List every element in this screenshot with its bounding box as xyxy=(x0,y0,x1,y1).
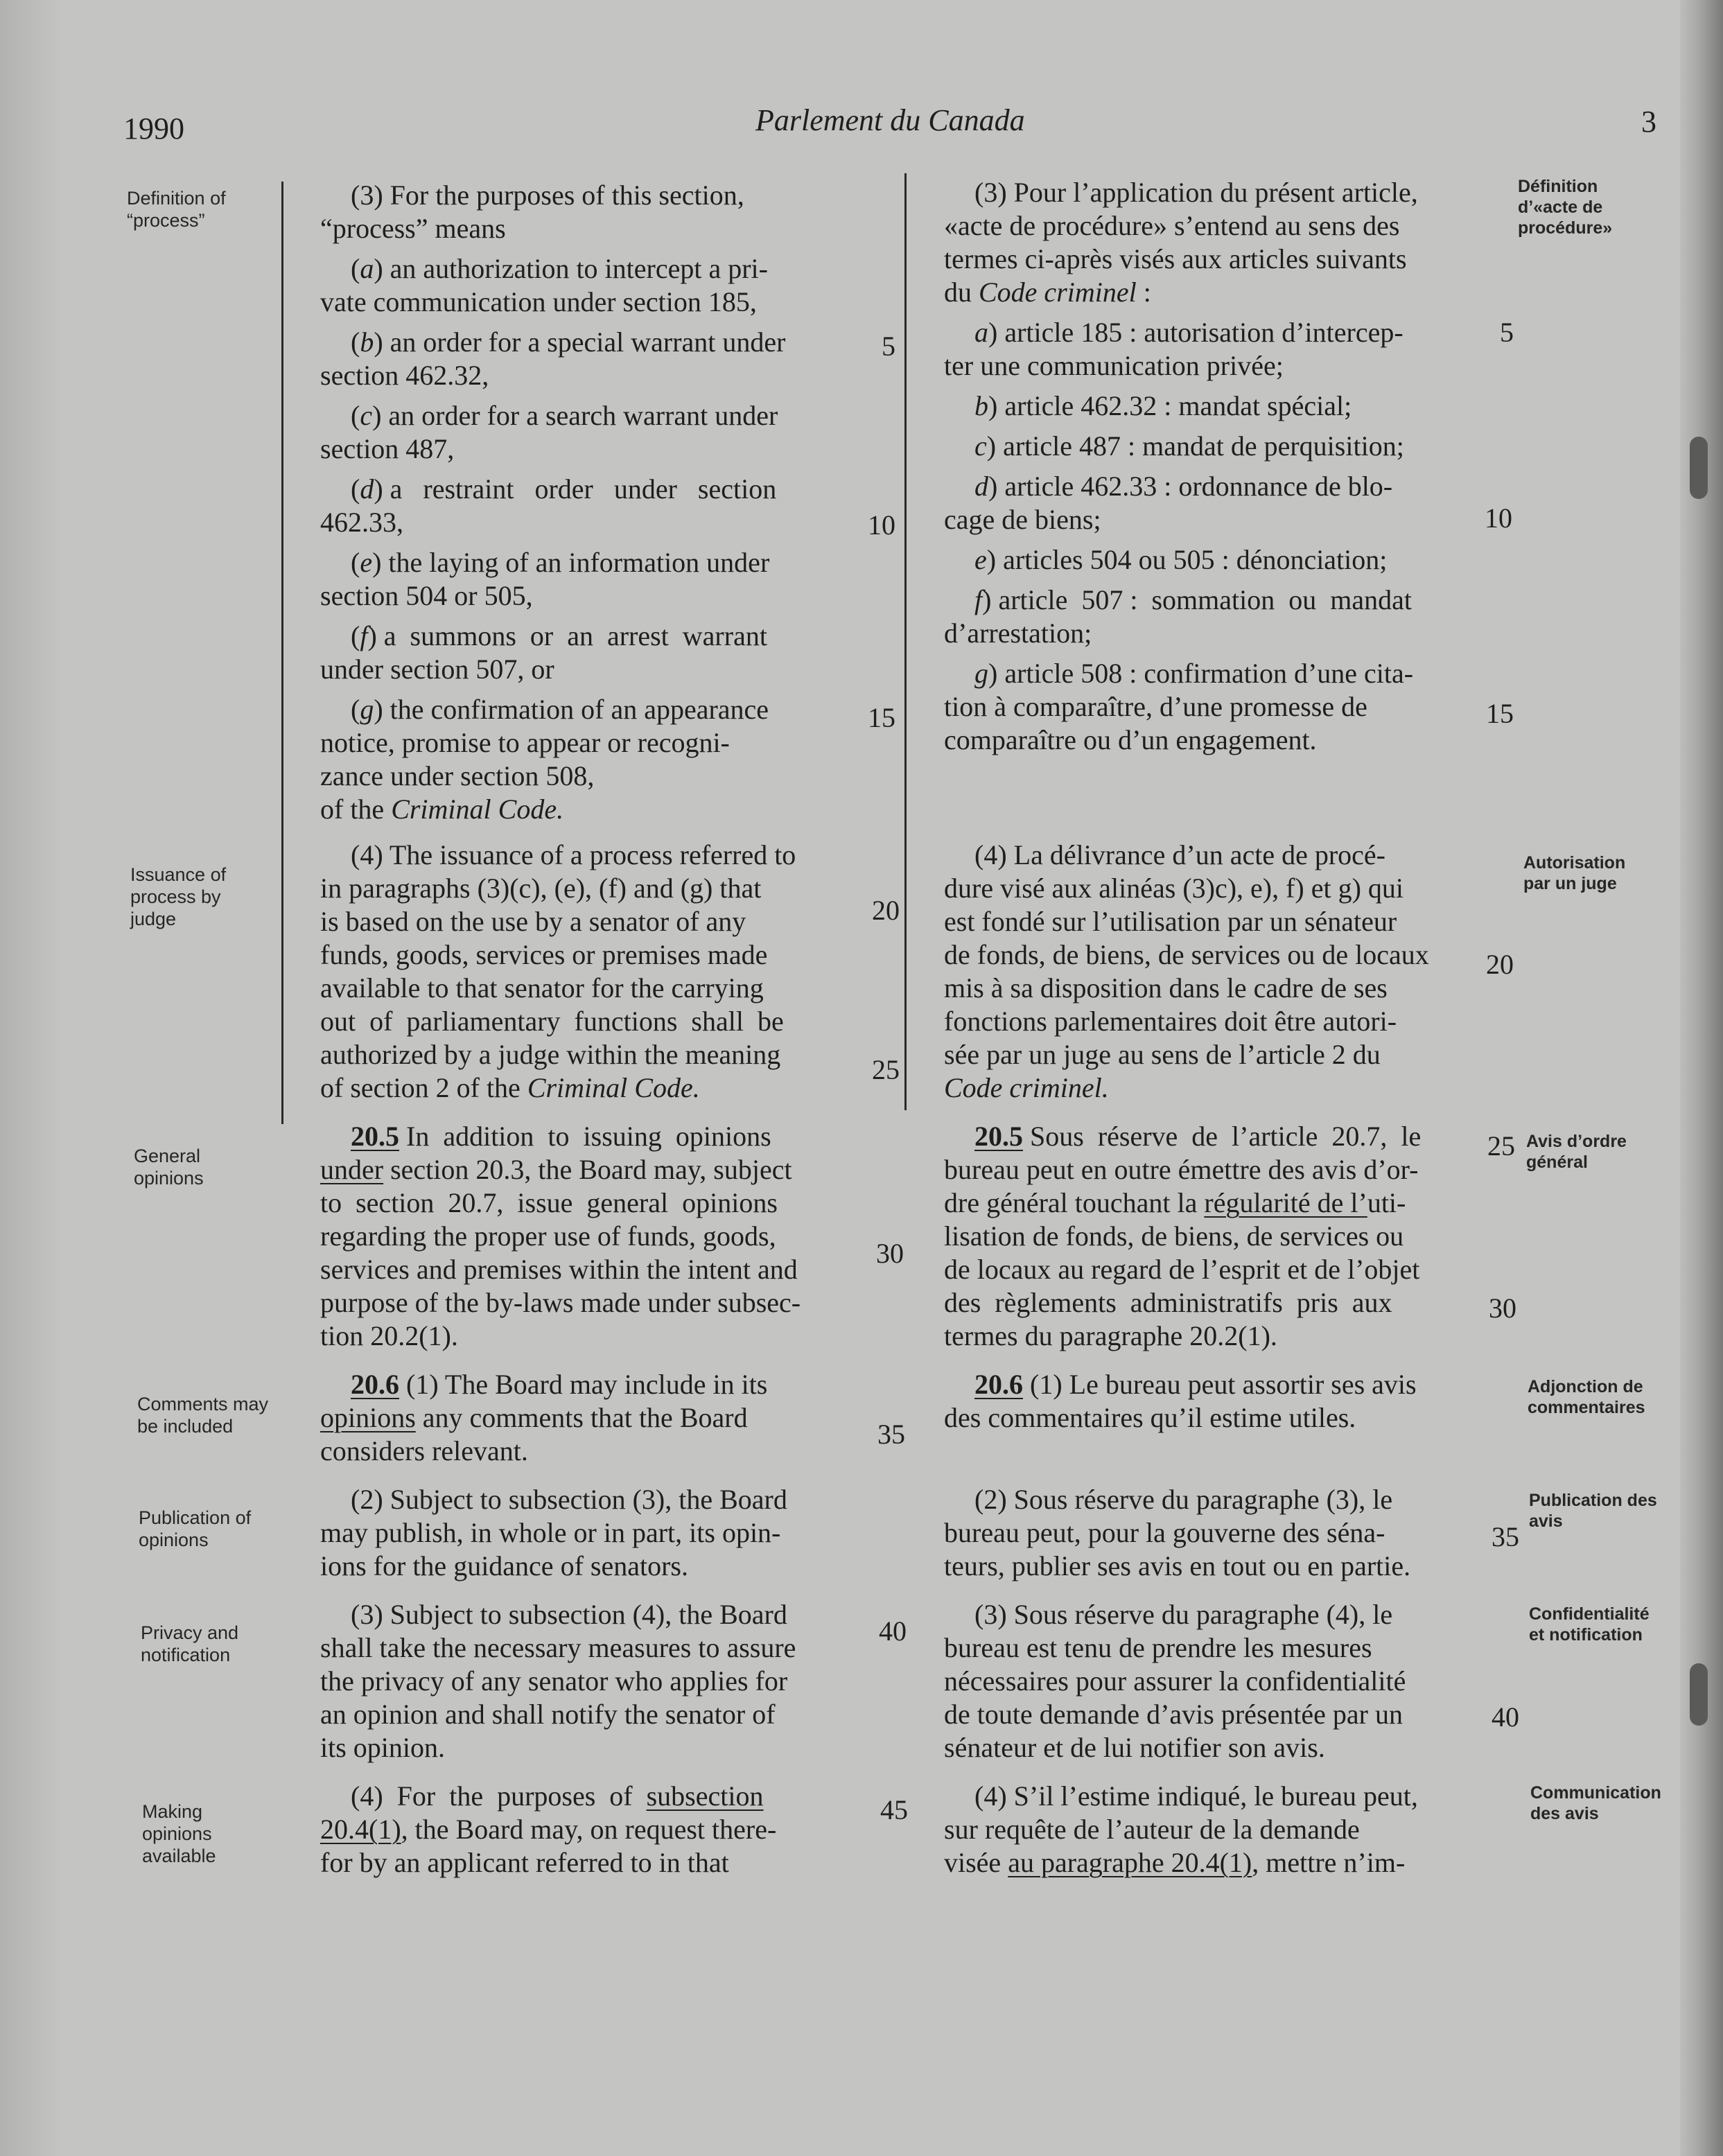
fr-line-number-25: 25 xyxy=(1487,1130,1515,1162)
margin-note-confidentialite: Confidentialité et notification xyxy=(1529,1604,1650,1645)
page-binding-shadow xyxy=(0,0,62,2156)
en-line-number-40: 40 xyxy=(879,1615,907,1647)
english-column: (3) For the purposes of this section, “process” means (a) an authorization to intercept a pri- vate communication under section 185, (b) an order for a special warrant under section 462.32, (c) an order for a search warrant under section 487, (d) a restraint order under section 462.33, (e) the laying of an information under section 504 or 505, (f) a summons or an arrest warrant under section 507, or (g) the confirmation of an appearance notice, promise to appear or recogni- zance under section 508, of the Criminal Code. (4) The issuance of a process referred to in paragraphs (3)(c), (e), (f) and (g) that is based on the use by a senator of any funds, goods, services or premises made available to that senator for the carrying out of parliamentary functions shall be authorized by a judge within the meaning of section 2 of the Criminal Code. 20.5 In addition to issuing opinions under section 20.3, the Board may, subject to section 20.7, issue general opinions regarding the proper use of funds, goods, services and premises within the intent and purpose of the by-laws made under subsec- tion 20.2(1). 20.6 (1) The Board may include in its opinions any comments that the Board considers relevant. (2) Subject to subsection (3), the Board may publish, in whole or in part, its opin- ions for the guidance of senators. (3) Subject to subsection (4), the Board shall take the necessary measures to assure the privacy of any senator who applies for an opinion and shall notify the senator of its opinion. (4) For the purposes of subsection 20.4(1), the Board may, on request there- for by an applicant referred to in that xyxy=(320,179,801,1878)
en-line-number-5: 5 xyxy=(882,331,895,362)
header-page-number: 3 xyxy=(1641,105,1656,139)
en-line-number-45: 45 xyxy=(880,1794,908,1825)
french-column: (3) Pour l’application du présent article, «acte de procédure» s’entend au sens des termes ci-après visés aux articles suivants du Code criminel : a) article 185 : autorisation d’intercep- ter une communication privée; b) article 462.32 : mandat spécial; c) article 487 : mandat de perquisition; d) article 462.33 : ordonnance de blo- cage de biens; e) articles 504 ou 505 : dénonciation; f) article 507 : sommation ou mandat d’arrestation; g) article 508 : confirmation d’une cita- tion à comparaître, d’une promesse de comparaître ou d’un engagement. (4) La délivrance d’un acte de procé- dure visé aux alinéas (3)c), e), f) et g) qui est fondé sur l’utilisation par un sénateur de fonds, de biens, de services ou de locaux mis à sa disposition dans le cadre de ses fonctions parlementaires doit être autori- sée par un juge au sens de l’article 2 du Code criminel. 20.5 Sous réserve de l’article 20.7, le bureau peut en outre émettre des avis d’or- dre général touchant la régularité de l’uti- lisation de fonds, de biens, de services ou de locaux au regard de l’esprit et de l’objet des règlements administratifs pris aux termes du paragraphe 20.2(1). 20.6 (1) Le bureau peut assortir ses avis des commentaires qu’il estime utiles. (2) Sous réserve du paragraphe (3), le bureau peut, pour la gouverne des séna- teurs, publier ses avis en tout ou en partie. (3) Sous réserve du paragraphe (4), le bureau est tenu de prendre les mesures nécessaires pour assurer la confidentialité de toute demande d’avis présentée par un sénateur et de lui notifier son avis. (4) S’il l’estime indiqué, le bureau peut, sur requête de l’auteur de la demande visée au paragraphe 20.4(1), mettre n’im- xyxy=(944,177,1429,1878)
fr-line-number-35: 35 xyxy=(1492,1521,1519,1552)
fr-line-number-30: 30 xyxy=(1489,1292,1516,1324)
fr-line-number-5: 5 xyxy=(1500,317,1514,348)
margin-note-privacy: Privacy and notification xyxy=(141,1622,239,1665)
margin-note-comments-included: Comments may be included xyxy=(137,1394,269,1437)
margin-note-general-opinions: General opinions xyxy=(134,1146,204,1189)
fr-line-number-15: 15 xyxy=(1486,698,1514,729)
margin-note-publication-avis: Publication des avis xyxy=(1529,1491,1657,1531)
fr-line-number-10: 10 xyxy=(1485,502,1512,534)
binder-ring-bottom xyxy=(1690,1663,1708,1726)
page-edge-shadow xyxy=(1680,0,1723,2156)
margin-note-autorisation: Autorisation par un juge xyxy=(1523,853,1626,893)
english-right-rule xyxy=(904,173,907,1110)
binder-ring-top xyxy=(1690,437,1708,499)
margin-note-issuance-process: Issuance of process by judge xyxy=(130,864,227,929)
margin-note-publication: Publication of opinions xyxy=(139,1507,252,1550)
fr-line-number-40: 40 xyxy=(1492,1701,1519,1733)
en-line-number-15: 15 xyxy=(868,702,895,733)
english-left-rule xyxy=(281,182,283,1124)
fr-line-number-20: 20 xyxy=(1486,949,1514,980)
header-year: 1990 xyxy=(123,112,184,146)
margin-note-definition-process: Definition of “process” xyxy=(127,188,226,231)
en-line-number-10: 10 xyxy=(868,509,895,541)
margin-note-communication: Communication des avis xyxy=(1530,1783,1661,1823)
margin-note-avis-ordre-general: Avis d’ordre général xyxy=(1526,1132,1627,1172)
en-line-number-25: 25 xyxy=(872,1054,900,1085)
header-title: Parlement du Canada xyxy=(755,103,1025,137)
en-line-number-20: 20 xyxy=(872,895,900,926)
margin-note-definition-acte: Définition d’«acte de procédure» xyxy=(1518,177,1613,238)
margin-note-adjonction: Adjonction de commentaires xyxy=(1528,1377,1645,1417)
en-line-number-35: 35 xyxy=(877,1419,905,1450)
en-line-number-30: 30 xyxy=(876,1238,904,1269)
margin-note-making-available: Making opinions available xyxy=(142,1801,216,1866)
